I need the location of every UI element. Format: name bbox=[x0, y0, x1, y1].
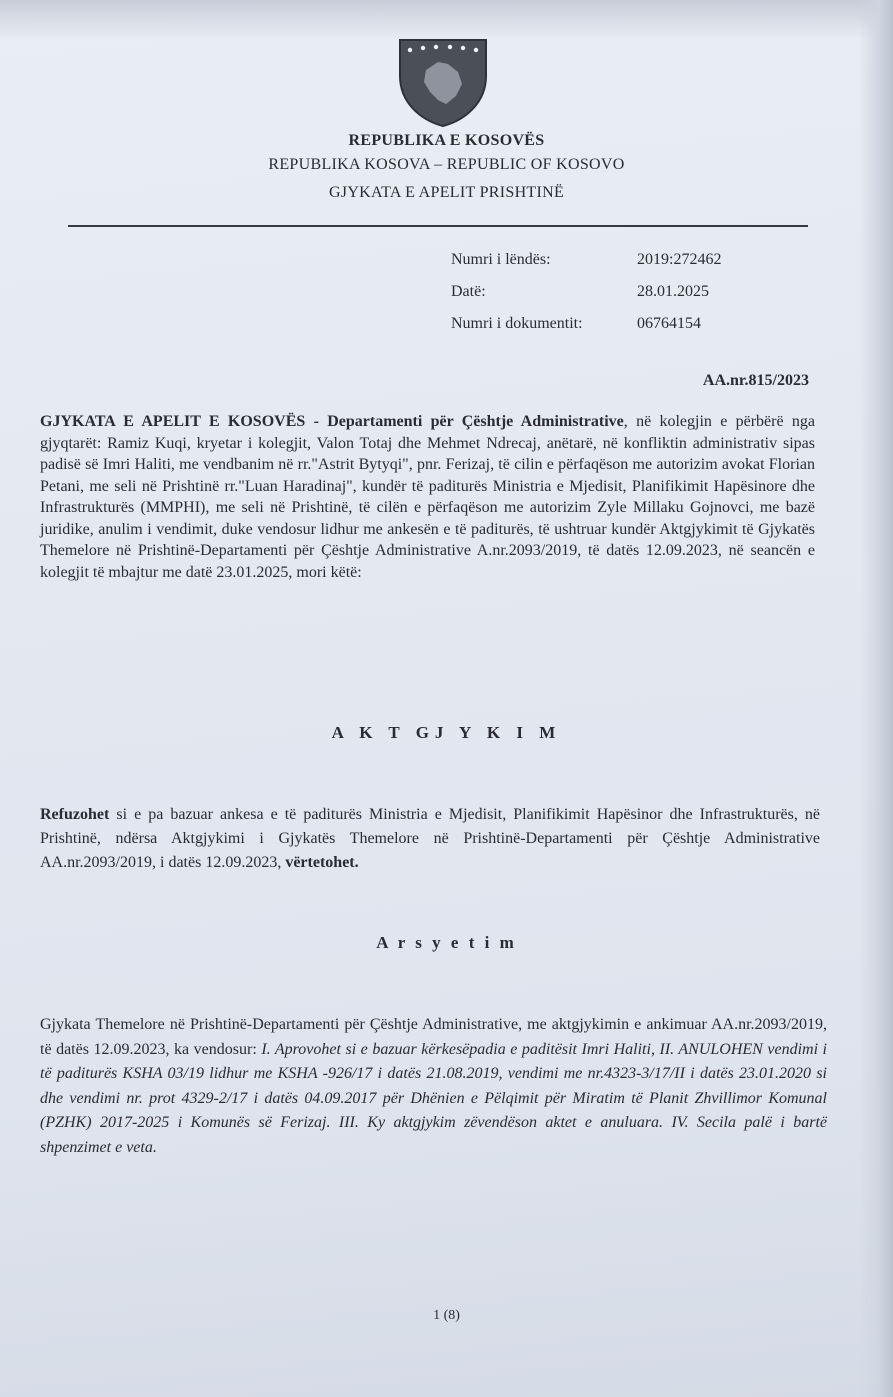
header-republic-sq: REPUBLIKA E KOSOVËS bbox=[348, 132, 545, 149]
reasoning-paragraph bbox=[40, 1013, 827, 1160]
judgment-paragraph bbox=[40, 803, 820, 875]
judgment-body: si e pa bazuar ankesa e të paditurës Ministria e Mjedisit, Planifikimit Hapësinor dhe Infrastrukturës, në Prishtinë, ndërsa Aktgjykimi i Gjykatës Themelore në Prishtinë-Departamenti për Çështje Administrative AA.nr.2093/2019, i datës 12.09.2023, bbox=[40, 806, 820, 871]
header-court-name: GJYKATA E APELIT PRISHTINË bbox=[328, 184, 565, 201]
intro-body: , në kolegjin e përbërë nga gjyqtarët: Ramiz Kuqi, kryetar i kolegjit, Valon Totaj dhe Mehmet Ndrecaj, anëtarë, në konfliktin administrativ sipas padisë së Imri Haliti, me vendbanim në rr."Astrit Bytyqi", pnr. Ferizaj, të cilin e përfaqëson me autorizim avokat Florian Petani, me seli në Prishtinë rr."Luan Haradinaj", kundër të paditurës Ministria e Mjedisit, Planifikimit Hapësinore dhe Infrastrukturës (MMPHI), me seli në Prishtinë, të cilën e përfaqëson me autorizim Zyle Millaku Gojnovci, me bazë juridike, anulim i vendimit, duke vendosur lidhur me ankesën e të paditurës, të ushtruar kundër Aktgjykimit të Gjykatës Themelore në Prishtinë-Departamenti për Çështje Administrative A.nr.2093/2019, të datës 12.09.2023, në seancën e kolegjit të mbajtur me datë 23.01.2025, mori këtë: bbox=[40, 413, 815, 581]
intro-court-name: GJYKATA E APELIT E KOSOVËS - Departamenti për Çështje Administrative bbox=[40, 413, 624, 430]
reasoning-plain: Gjykata Themelore në Prishtinë-Departamenti për Çështje Administrative, me aktgjykimin e ankimuar AA.nr.2093/2019, të datës 12.09.2023, ka vendosur: bbox=[40, 1016, 827, 1058]
judgment-title: A K T GJ Y K I M bbox=[331, 723, 562, 742]
page-shadow-top bbox=[0, 0, 893, 40]
date-label: Datë: bbox=[451, 283, 486, 300]
page-number: 1 (8) bbox=[433, 1308, 460, 1323]
kosovo-coat-of-arms-icon bbox=[396, 36, 490, 128]
judgment-lead: Refuzohet bbox=[40, 806, 110, 823]
reasoning-title: A r s y e t i m bbox=[376, 933, 517, 952]
header-republic-multilingual: REPUBLIKA KOSOVA – REPUBLIC OF KOSOVO bbox=[268, 156, 625, 173]
document-number-value: 06764154 bbox=[637, 315, 701, 332]
reasoning-italic: I. Aprovohet si e bazuar kërkesëpadia e paditësit Imri Haliti, II. ANULOHEN vendimi i të paditurës KSHA 03/19 lidhur me KSHA -926/17 i datës 21.08.2019, vendimi me nr.4323-3/17/II i datës 23.01.2020 si dhe vendimi nr. prot 4329-2/17 i datës 04.09.2017 për Dhënien e Pëlqimit për Miratim të Planit Zhvillimor Komunal (PZHK) 2017-2025 i Komunës së Ferizaj. III. Ky aktgjykim zëvendëson aktet e anuluara. IV. Secila palë i bartë shpenzimet e veta. bbox=[40, 1040, 828, 1156]
intro-paragraph bbox=[40, 411, 815, 583]
date-value: 28.01.2025 bbox=[637, 283, 709, 300]
case-number-value: 2019:272462 bbox=[637, 251, 722, 268]
page-shadow-right bbox=[859, 0, 893, 1397]
case-number-label: Numri i lëndës: bbox=[451, 251, 551, 268]
header-divider bbox=[68, 225, 808, 227]
document-number-label: Numri i dokumentit: bbox=[451, 315, 583, 332]
judgment-tail: vërtetohet. bbox=[285, 854, 359, 871]
court-case-reference: AA.nr.815/2023 bbox=[702, 372, 809, 389]
